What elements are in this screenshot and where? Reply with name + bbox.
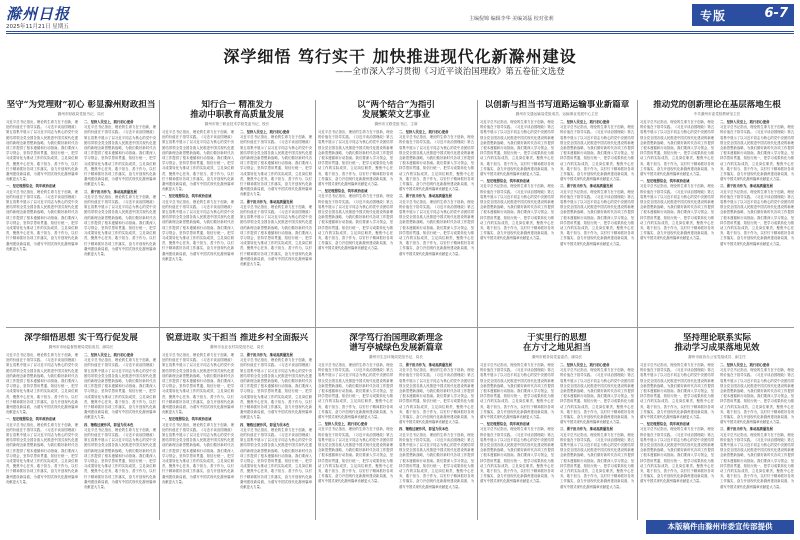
article-title: 深学笃行治国理政新理念 — [349, 333, 443, 343]
article-paragraph: 习近平总书记指出，理论的生命力在于创新，理论的价值在于指导实践。《习近平谈治国理政》第五卷集中展示了以习近平同志为核心的党中央团结带领全党全国各族人民推进中国式现代化建设的新理念新思想新战略，为我们做好新时代各项工作提供了根本遵循和行动指南。我们要深入学习领会，坚持学思用贯通、知信行统一，把学习成果转化为推动工作的实际成效，立足岗位职责，聚焦中心任务，敢于担当、善于作为，以钉钉子精神抓好各项工作落实，奋力开创现代化新滁州建设新局面，为谱写中国式现代化滁州篇章贡献更大力量。 — [84, 358, 156, 420]
article-paragraph: 习近平总书记指出，理论的生命力在于创新，理论的价值在于指导实践。《习近平谈治国理政》第五卷集中展示了以习近平同志为核心的党中央团结带领全党全国各族人民推进中国式现代化建设的新理念新思想新战略，为我们做好新时代各项工作提供了根本遵循和行动指南。我们要深入学习领会，坚持学思用贯通、知信行统一，把学习成果转化为推动工作的实际成效，立足岗位职责，聚焦中心任务，敢于担当、善于作为，以钉钉子精神抓好各项工作落实，奋力开创现代化新滁州建设新局面，为谱写中国式现代化滁州篇章贡献更大力量。 — [84, 427, 156, 490]
section-heading: 三、勇于担当作为，推动高质量发展 — [240, 353, 293, 357]
article-title: 锐意进取 实干担当 推进乡村全面振兴 — [166, 333, 308, 343]
article-paragraph: 习近平总书记指出，理论的生命力在于创新，理论的价值在于指导实践。《习近平谈治国理政》第五卷集中展示了以习近平同志为核心的党中央团结带领全党全国各族人民推进中国式现代化建设的新理念新思想新战略，为我们做好新时代各项工作提供了根本遵循和行动指南。我们要深入学习领会，坚持学思用贯通、知信行统一，把学习成果转化为推动工作的实际成效，立足岗位职责，聚焦中心任务，敢于担当、善于作为，以钉钉子精神抓好各项工作落实，奋力开创现代化新滁州建设新局面，为谱写中国式现代化滁州篇章贡献更大力量。 — [318, 427, 393, 484]
section-heading: 二、坚持人民至上，践行初心使命 — [560, 120, 610, 124]
article-title-line2: 谱写亭城绿色发展新篇章 — [349, 343, 443, 353]
article-paragraph: 习近平总书记指出，理论的生命力在于创新，理论的价值在于指导实践。《习近平谈治国理政》第五卷集中展示了以习近平同志为核心的党中央团结带领全党全国各族人民推进中国式现代化建设的新理念新思想新战略，为我们做好新时代各项工作提供了根本遵循和行动指南。我们要深入学习领会，坚持学思用贯通、知信行统一，把学习成果转化为推动工作的实际成效，立足岗位职责，聚焦中心任务，敢于担当、善于作为，以钉钉子精神抓好各项工作落实，奋力开创现代化新滁州建设新局面，为谱写中国式现代化滁州篇章贡献更大力量。 — [399, 135, 474, 192]
article-byline: 滁州市文联党组书记、主席 — [374, 122, 418, 126]
section-name: 专版 — [700, 9, 727, 23]
article-title: 推动党的创新理论在基层落地生根 — [653, 100, 781, 110]
article-title-line2: 推动中职教育高质量发展 — [190, 110, 284, 120]
article-paragraph: 习近平总书记指出，理论的生命力在于创新，理论的价值在于指导实践。《习近平谈治国理政》第五卷集中展示了以习近平同志为核心的党中央团结带领全党全国各族人民推进中国式现代化建设的新理念新思想新战略，为我们做好新时代各项工作提供了根本遵循和行动指南。我们要深入学习领会，坚持学思用贯通、知信行统一，把学习成果转化为推动工作的实际成效，立足岗位职责，聚焦中心任务，敢于担当、善于作为，以钉钉子精神抓好各项工作落实，奋力开创现代化新滁州建设新局面，为谱写中国式现代化滁州篇章贡献更大力量。 — [240, 135, 312, 197]
article-paragraph: 习近平总书记指出，理论的生命力在于创新，理论的价值在于指导实践。《习近平谈治国理政》第五卷集中展示了以习近平同志为核心的党中央团结带领全党全国各族人民推进中国式现代化建设的新理念新思想新战略，为我们做好新时代各项工作提供了根本遵循和行动指南。我们要深入学习领会，坚持学思用贯通、知信行统一，把学习成果转化为推动工作的实际成效，立足岗位职责，聚焦中心任务，敢于担当、善于作为，以钉钉子精神抓好各项工作落实，奋力开创现代化新滁州建设新局面，为谱写中国式现代化滁州篇章贡献更大力量。 — [640, 363, 714, 420]
article-title: 深学细悟思想 实干笃行促发展 — [24, 333, 138, 343]
article-party-theory — [640, 100, 794, 322]
section-heading: 四、锤炼过硬作风，彰显为民本色 — [84, 422, 134, 427]
article-byline: 滁州市税务局党委委员、副局长 — [531, 355, 583, 359]
article-body — [6, 353, 156, 490]
section-heading: 三、勇于担当作为，推动高质量发展 — [399, 194, 452, 199]
article-paragraph: 习近平总书记指出，理论的生命力在于创新，理论的价值在于指导实践。《习近平谈治国理政》第五卷集中展示了以习近平同志为核心的党中央团结带领全党全国各族人民推进中国式现代化建设的新理念新思想新战略，为我们做好新时代各项工作提供了根本遵循和行动指南。我们要深入学习领会，坚持学思用贯通、知信行统一，把学习成果转化为推动工作的实际成效，立足岗位职责，聚焦中心任务，敢于担当、善于作为，以钉钉子精神抓好各项工作落实，奋力开创现代化新滁州建设新局面，为谱写中国式现代化滁州篇章贡献更大力量。 — [480, 427, 554, 484]
article-title: 以创新与担当书写道路运输事业新篇章 — [484, 100, 630, 110]
article-paragraph: 习近平总书记指出，理论的生命力在于创新，理论的价值在于指导实践。《习近平谈治国理政》第五卷集中展示了以习近平同志为核心的党中央团结带领全党全国各族人民推进中国式现代化建设的新理念新思想新战略，为我们做好新时代各项工作提供了根本遵循和行动指南。我们要深入学习领会，坚持学思用贯通、知信行统一，把学习成果转化为推动工作的实际成效，立足岗位职责，聚焦中心任务，敢于担当、善于作为，以钉钉子精神抓好各项工作落实，奋力开创现代化新滁州建设新局面，为谱写中国式现代化滁州篇章贡献更大力量。 — [720, 189, 794, 246]
article-body — [318, 130, 474, 257]
column-divider — [477, 100, 478, 520]
article-ecology — [318, 333, 474, 533]
source-footer: 本版稿件由滁州市委宣传部提供 — [646, 520, 794, 534]
section-heading: 三、勇于担当作为，推动高质量发展 — [720, 184, 773, 189]
article-paragraph: 习近平总书记指出，理论的生命力在于创新，理论的价值在于指导实践。《习近平谈治国理政》第五卷集中展示了以习近平同志为核心的党中央团结带领全党全国各族人民推进中国式现代化建设的新理念新思想新战略，为我们做好新时代各项工作提供了根本遵循和行动指南。我们要深入学习领会，坚持学思用贯通、知信行统一，把学习成果转化为推动工作的实际成效，立足岗位职责，聚焦中心任务，敢于担当、善于作为，以钉钉子精神抓好各项工作落实，奋力开创现代化新滁州建设新局面，为谱写中国式现代化滁州篇章贡献更大力量。 — [640, 184, 714, 241]
article-paragraph: 习近平总书记指出，理论的生命力在于创新，理论的价值在于指导实践。《习近平谈治国理政》第五卷集中展示了以习近平同志为核心的党中央团结带领全党全国各族人民推进中国式现代化建设的新理念新思想新战略，为我们做好新时代各项工作提供了根本遵循和行动指南。我们要深入学习领会，坚持学思用贯通、知信行统一，把学习成果转化为推动工作的实际成效，立足岗位职责，聚焦中心任务，敢于担当、善于作为，以钉钉子精神抓好各项工作落实，奋力开创现代化新滁州建设新局面，为谱写中国式现代化滁州篇章贡献更大力量。 — [318, 130, 393, 187]
article-title: 坚持理论联系实际 — [682, 333, 751, 343]
section-heading: 一、坚定理想信念，筑牢政治忠诚 — [480, 179, 530, 184]
section-heading: 一、坚定理想信念，筑牢政治忠诚 — [6, 417, 56, 422]
article-paragraph: 习近平总书记指出，理论的生命力在于创新，理论的价值在于指导实践。《习近平谈治国理政》第五卷集中展示了以习近平同志为核心的党中央团结带领全党全国各族人民推进中国式现代化建设的新理念新思想新战略，为我们做好新时代各项工作提供了根本遵循和行动指南。我们要深入学习领会，坚持学思用贯通、知信行统一，把学习成果转化为推动工作的实际成效，立足岗位职责，聚焦中心任务，敢于担当、善于作为，以钉钉子精神抓好各项工作落实，奋力开创现代化新滁州建设新局面，为谱写中国式现代化滁州篇章贡献更大力量。 — [480, 184, 554, 241]
article-title-line2: 发展繁荣文艺事业 — [361, 110, 430, 120]
article-title: 知行合一 精准发力 — [201, 100, 273, 110]
sub-headline: ——全市深入学习贯彻《习近平谈治国理政》第五卷征文选登 — [335, 67, 565, 77]
article-body — [6, 120, 156, 257]
article-byline: 滁州市农业农村局党组书记、局长 — [210, 345, 264, 349]
newspaper-logo: 滁州日报 — [6, 5, 71, 23]
section-heading: 三、勇于担当作为，推动高质量发展 — [84, 189, 137, 194]
article-byline: 滁州市政协办公室党组成员、副主任 — [688, 355, 746, 359]
section-heading: 三、勇于担当作为，推动高质量发展 — [560, 184, 613, 189]
article-finance — [6, 100, 156, 322]
article-paragraph: 习近平总书记指出，理论的生命力在于创新，理论的价值在于指导实践。《习近平谈治国理政》第五卷集中展示了以习近平同志为核心的党中央团结带领全党全国各族人民推进中国式现代化建设的新理念新思想新战略，为我们做好新时代各项工作提供了根本遵循和行动指南。我们要深入学习领会，坚持学思用贯通、知信行统一，把学习成果转化为推动工作的实际成效，立足岗位职责，聚焦中心任务，敢于担当、善于作为，以钉钉子精神抓好各项工作落实，奋力开创现代化新滁州建设新局面，为谱写中国式现代化滁州篇章贡献更大力量。 — [6, 120, 78, 182]
section-heading: 二、坚持人民至上，践行初心使命 — [399, 130, 449, 134]
article-paragraph: 习近平总书记指出，理论的生命力在于创新，理论的价值在于指导实践。《习近平谈治国理政》第五卷集中展示了以习近平同志为核心的党中央团结带领全党全国各族人民推进中国式现代化建设的新理念新思想新战略，为我们做好新时代各项工作提供了根本遵循和行动指南。我们要深入学习领会，坚持学思用贯通、知信行统一，把学习成果转化为推动工作的实际成效，立足岗位职责，聚焦中心任务，敢于担当、善于作为，以钉钉子精神抓好各项工作落实，奋力开创现代化新滁州建设新局面，为谱写中国式现代化滁州篇章贡献更大力量。 — [560, 368, 634, 425]
article-title: 以“两个结合”为指引 — [357, 100, 435, 110]
section-heading: 一、坚定理想信念，筑牢政治忠诚 — [162, 417, 212, 422]
article-paragraph: 习近平总书记指出，理论的生命力在于创新，理论的价值在于指导实践。《习近平谈治国理政》第五卷集中展示了以习近平同志为核心的党中央团结带领全党全国各族人民推进中国式现代化建设的新理念新思想新战略，为我们做好新时代各项工作提供了根本遵循和行动指南。我们要深入学习领会，坚持学思用贯通、知信行统一，把学习成果转化为推动工作的实际成效，立足岗位职责，聚焦中心任务，敢于担当、善于作为，以钉钉子精神抓好各项工作落实，奋力开创现代化新滁州建设新局面，为谱写中国式现代化滁州篇章贡献更大力量。 — [640, 427, 714, 484]
article-paragraph: 习近平总书记指出，理论的生命力在于创新，理论的价值在于指导实践。《习近平谈治国理政》第五卷集中展示了以习近平同志为核心的党中央团结带领全党全国各族人民推进中国式现代化建设的新理念新思想新战略，为我们做好新时代各项工作提供了根本遵循和行动指南。我们要深入学习领会，坚持学思用贯通、知信行统一，把学习成果转化为推动工作的实际成效，立足岗位职责，聚焦中心任务，敢于担当、善于作为，以钉钉子精神抓好各项工作落实，奋力开创现代化新滁州建设新局面，为谱写中国式现代化滁州篇章贡献更大力量。 — [240, 204, 312, 267]
article-transport — [480, 100, 634, 322]
section-heading: 四、锤炼过硬作风，彰显为民本色 — [240, 422, 290, 427]
page-numbers: 6-7 — [764, 6, 788, 21]
section-heading: 二、坚持人民至上，践行初心使命 — [84, 353, 134, 357]
section-heading: 一、坚定理想信念，筑牢政治忠诚 — [6, 184, 56, 189]
article-body — [640, 363, 794, 490]
section-heading: 三、勇于担当作为，推动高质量发展 — [240, 199, 293, 204]
article-paragraph: 习近平总书记指出，理论的生命力在于创新，理论的价值在于指导实践。《习近平谈治国理政》第五卷集中展示了以习近平同志为核心的党中央团结带领全党全国各族人民推进中国式现代化建设的新理念新思想新战略，为我们做好新时代各项工作提供了根本遵循和行动指南。我们要深入学习领会，坚持学思用贯通、知信行统一，把学习成果转化为推动工作的实际成效，立足岗位职责，聚焦中心任务，敢于担当、善于作为，以钉钉子精神抓好各项工作落实，奋力开创现代化新滁州建设新局面，为谱写中国式现代化滁州篇章贡献更大力量。 — [240, 358, 312, 420]
section-heading: 一、坚定理想信念，筑牢政治忠诚 — [162, 194, 212, 199]
article-market-supervision — [6, 333, 156, 533]
article-paragraph: 习近平总书记指出，理论的生命力在于创新，理论的价值在于指导实践。《习近平谈治国理政》第五卷集中展示了以习近平同志为核心的党中央团结带领全党全国各族人民推进中国式现代化建设的新理念新思想新战略，为我们做好新时代各项工作提供了根本遵循和行动指南。我们要深入学习领会，坚持学思用贯通、知信行统一，把学习成果转化为推动工作的实际成效，立足岗位职责，聚焦中心任务，敢于担当、善于作为，以钉钉子精神抓好各项工作落实，奋力开创现代化新滁州建设新局面，为谱写中国式现代化滁州篇章贡献更大力量。 — [6, 353, 78, 415]
article-paragraph: 习近平总书记指出，理论的生命力在于创新，理论的价值在于指导实践。《习近平谈治国理政》第五卷集中展示了以习近平同志为核心的党中央团结带领全党全国各族人民推进中国式现代化建设的新理念新思想新战略，为我们做好新时代各项工作提供了根本遵循和行动指南。我们要深入学习领会，坚持学思用贯通、知信行统一，把学习成果转化为推动工作的实际成效，立足岗位职责，聚焦中心任务，敢于担当、善于作为，以钉钉子精神抓好各项工作落实，奋力开创现代化新滁州建设新局面，为谱写中国式现代化滁州篇章贡献更大力量。 — [162, 422, 234, 484]
article-title: 坚守“为党理财”初心 彰显滁州财政担当 — [6, 100, 156, 110]
article-title-line2: 推动学习成果落地见效 — [674, 343, 760, 353]
article-byline: 滁州市交通运输局党组成员、运输事业发展中心主任 — [515, 112, 599, 116]
article-paragraph: 习近平总书记指出，理论的生命力在于创新，理论的价值在于指导实践。《习近平谈治国理政》第五卷集中展示了以习近平同志为核心的党中央团结带领全党全国各族人民推进中国式现代化建设的新理念新思想新战略，为我们做好新时代各项工作提供了根本遵循和行动指南。我们要深入学习领会，坚持学思用贯通、知信行统一，把学习成果转化为推动工作的实际成效，立足岗位职责，聚焦中心任务，敢于担当、善于作为，以钉钉子精神抓好各项工作落实，奋力开创现代化新滁州建设新局面，为谱写中国式现代化滁州篇章贡献更大力量。 — [318, 363, 393, 420]
main-headline: 深学细悟 笃行实干 加快推进现代化新滁州建设 — [223, 47, 577, 66]
article-paragraph: 习近平总书记指出，理论的生命力在于创新，理论的价值在于指导实践。《习近平谈治国理政》第五卷集中展示了以习近平同志为核心的党中央团结带领全党全国各族人民推进中国式现代化建设的新理念新思想新战略，为我们做好新时代各项工作提供了根本遵循和行动指南。我们要深入学习领会，坚持学思用贯通、知信行统一，把学习成果转化为推动工作的实际成效，立足岗位职责，聚焦中心任务，敢于担当、善于作为，以钉钉子精神抓好各项工作落实，奋力开创现代化新滁州建设新局面，为谱写中国式现代化滁州篇章贡献更大力量。 — [399, 199, 474, 256]
article-byline: 滁州市第三职业技术学校党委书记、校长 — [204, 122, 270, 126]
section-heading: 三、勇于担当作为，推动高质量发展 — [399, 363, 452, 367]
section-heading: 三、勇于担当作为，推动高质量发展 — [720, 427, 773, 432]
column-divider — [159, 100, 160, 520]
article-paragraph: 习近平总书记指出，理论的生命力在于创新，理论的价值在于指导实践。《习近平谈治国理政》第五卷集中展示了以习近平同志为核心的党中央团结带领全党全国各族人民推进中国式现代化建设的新理念新思想新战略，为我们做好新时代各项工作提供了根本遵循和行动指南。我们要深入学习领会，坚持学思用贯通、知信行统一，把学习成果转化为推动工作的实际成效，立足岗位职责，聚焦中心任务，敢于担当、善于作为，以钉钉子精神抓好各项工作落实，奋力开创现代化新滁州建设新局面，为谱写中国式现代化滁州篇章贡献更大力量。 — [720, 368, 794, 425]
section-heading: 二、坚持人民至上，践行初心使命 — [240, 130, 290, 134]
article-title: 于实里行的思想 — [527, 333, 587, 343]
article-rural-revitalization — [162, 333, 312, 533]
article-body — [162, 353, 312, 490]
article-body — [640, 120, 794, 247]
section-heading: 一、坚定理想信念，筑牢政治忠诚 — [640, 422, 690, 427]
section-heading: 二、坚持人民至上，践行初心使命 — [84, 120, 134, 124]
article-paragraph: 习近平总书记指出，理论的生命力在于创新，理论的价值在于指导实践。《习近平谈治国理政》第五卷集中展示了以习近平同志为核心的党中央团结带领全党全国各族人民推进中国式现代化建设的新理念新思想新战略，为我们做好新时代各项工作提供了根本遵循和行动指南。我们要深入学习领会，坚持学思用贯通、知信行统一，把学习成果转化为推动工作的实际成效，立足岗位职责，聚焦中心任务，敢于担当、善于作为，以钉钉子精神抓好各项工作落实，奋力开创现代化新滁州建设新局面，为谱写中国式现代化滁州篇章贡献更大力量。 — [480, 363, 554, 420]
section-heading: 二、坚持人民至上，践行初心使命 — [318, 422, 368, 427]
article-paragraph: 习近平总书记指出，理论的生命力在于创新，理论的价值在于指导实践。《习近平谈治国理政》第五卷集中展示了以习近平同志为核心的党中央团结带领全党全国各族人民推进中国式现代化建设的新理念新思想新战略，为我们做好新时代各项工作提供了根本遵循和行动指南。我们要深入学习领会，坚持学思用贯通、知信行统一，把学习成果转化为推动工作的实际成效，立足岗位职责，聚焦中心任务，敢于担当、善于作为，以钉钉子精神抓好各项工作落实，奋力开创现代化新滁州建设新局面，为谱写中国式现代化滁州篇章贡献更大力量。 — [162, 353, 234, 415]
article-taxation — [480, 333, 634, 533]
article-paragraph: 习近平总书记指出，理论的生命力在于创新，理论的价值在于指导实践。《习近平谈治国理政》第五卷集中展示了以习近平同志为核心的党中央团结带领全党全国各族人民推进中国式现代化建设的新理念新思想新战略，为我们做好新时代各项工作提供了根本遵循和行动指南。我们要深入学习领会，坚持学思用贯通、知信行统一，把学习成果转化为推动工作的实际成效，立足岗位职责，聚焦中心任务，敢于担当、善于作为，以钉钉子精神抓好各项工作落实，奋力开创现代化新滁州建设新局面，为谱写中国式现代化滁州篇章贡献更大力量。 — [720, 432, 794, 489]
masthead — [6, 2, 794, 32]
section-heading: 一、坚定理想信念，筑牢政治忠诚 — [318, 189, 368, 194]
section-heading: 二、坚持人民至上，践行初心使命 — [720, 363, 770, 367]
row-divider — [6, 327, 794, 328]
article-body — [318, 363, 474, 490]
section-banner — [692, 4, 794, 26]
section-heading: 一、坚定理想信念，筑牢政治忠诚 — [480, 422, 530, 427]
article-paragraph: 习近平总书记指出，理论的生命力在于创新，理论的价值在于指导实践。《习近平谈治国理政》第五卷集中展示了以习近平同志为核心的党中央团结带领全党全国各族人民推进中国式现代化建设的新理念新思想新战略，为我们做好新时代各项工作提供了根本遵循和行动指南。我们要深入学习领会，坚持学思用贯通、知信行统一，把学习成果转化为推动工作的实际成效，立足岗位职责，聚焦中心任务，敢于担当、善于作为，以钉钉子精神抓好各项工作落实，奋力开创现代化新滁州建设新局面，为谱写中国式现代化滁州篇章贡献更大力量。 — [640, 120, 714, 177]
article-paragraph: 习近平总书记指出，理论的生命力在于创新，理论的价值在于指导实践。《习近平谈治国理政》第五卷集中展示了以习近平同志为核心的党中央团结带领全党全国各族人民推进中国式现代化建设的新理念新思想新战略，为我们做好新时代各项工作提供了根本遵循和行动指南。我们要深入学习领会，坚持学思用贯通、知信行统一，把学习成果转化为推动工作的实际成效，立足岗位职责，聚焦中心任务，敢于担当、善于作为，以钉钉子精神抓好各项工作落实，奋力开创现代化新滁州建设新局面，为谱写中国式现代化滁州篇章贡献更大力量。 — [560, 189, 634, 246]
article-byline: 滁州市市场监督管理局党组成员、副局长 — [48, 345, 114, 349]
article-paragraph: 习近平总书记指出，理论的生命力在于创新，理论的价值在于指导实践。《习近平谈治国理政》第五卷集中展示了以习近平同志为核心的党中央团结带领全党全国各族人民推进中国式现代化建设的新理念新思想新战略，为我们做好新时代各项工作提供了根本遵循和行动指南。我们要深入学习领会，坚持学思用贯通、知信行统一，把学习成果转化为推动工作的实际成效，立足岗位职责，聚焦中心任务，敢于担当、善于作为，以钉钉子精神抓好各项工作落实，奋力开创现代化新滁州建设新局面，为谱写中国式现代化滁州篇章贡献更大力量。 — [318, 194, 393, 251]
section-heading: 一、坚定理想信念，筑牢政治忠诚 — [640, 179, 690, 184]
article-title-line2: 在方寸之地见担当 — [522, 343, 591, 353]
article-paragraph: 习近平总书记指出，理论的生命力在于创新，理论的价值在于指导实践。《习近平谈治国理政》第五卷集中展示了以习近平同志为核心的党中央团结带领全党全国各族人民推进中国式现代化建设的新理念新思想新战略，为我们做好新时代各项工作提供了根本遵循和行动指南。我们要深入学习领会，坚持学思用贯通、知信行统一，把学习成果转化为推动工作的实际成效，立足岗位职责，聚焦中心任务，敢于担当、善于作为，以钉钉子精神抓好各项工作落实，奋力开创现代化新滁州建设新局面，为谱写中国式现代化滁州篇章贡献更大力量。 — [560, 432, 634, 489]
article-body — [480, 120, 634, 247]
article-paragraph: 习近平总书记指出，理论的生命力在于创新，理论的价值在于指导实践。《习近平谈治国理政》第五卷集中展示了以习近平同志为核心的党中央团结带领全党全国各族人民推进中国式现代化建设的新理念新思想新战略，为我们做好新时代各项工作提供了根本遵循和行动指南。我们要深入学习领会，坚持学思用贯通、知信行统一，把学习成果转化为推动工作的实际成效，立足岗位职责，聚焦中心任务，敢于担当、善于作为，以钉钉子精神抓好各项工作落实，奋力开创现代化新滁州建设新局面，为谱写中国式现代化滁州篇章贡献更大力量。 — [84, 194, 156, 257]
column-divider — [637, 100, 638, 520]
article-paragraph: 习近平总书记指出，理论的生命力在于创新，理论的价值在于指导实践。《习近平谈治国理政》第五卷集中展示了以习近平同志为核心的党中央团结带领全党全国各族人民推进中国式现代化建设的新理念新思想新战略，为我们做好新时代各项工作提供了根本遵循和行动指南。我们要深入学习领会，坚持学思用贯通、知信行统一，把学习成果转化为推动工作的实际成效，立足岗位职责，聚焦中心任务，敢于担当、善于作为，以钉钉子精神抓好各项工作落实，奋力开创现代化新滁州建设新局面，为谱写中国式现代化滁州篇章贡献更大力量。 — [162, 130, 234, 192]
article-vocational-education — [162, 100, 312, 322]
article-byline: 滁州市财政局党组书记、局长 — [57, 112, 105, 116]
section-heading: 二、坚持人民至上，践行初心使命 — [720, 120, 770, 124]
article-paragraph: 习近平总书记指出，理论的生命力在于创新，理论的价值在于指导实践。《习近平谈治国理政》第五卷集中展示了以习近平同志为核心的党中央团结带领全党全国各族人民推进中国式现代化建设的新理念新思想新战略，为我们做好新时代各项工作提供了根本遵循和行动指南。我们要深入学习领会，坚持学思用贯通、知信行统一，把学习成果转化为推动工作的实际成效，立足岗位职责，聚焦中心任务，敢于担当、善于作为，以钉钉子精神抓好各项工作落实，奋力开创现代化新滁州建设新局面，为谱写中国式现代化滁州篇章贡献更大力量。 — [162, 199, 234, 261]
article-paragraph: 习近平总书记指出，理论的生命力在于创新，理论的价值在于指导实践。《习近平谈治国理政》第五卷集中展示了以习近平同志为核心的党中央团结带领全党全国各族人民推进中国式现代化建设的新理念新思想新战略，为我们做好新时代各项工作提供了根本遵循和行动指南。我们要深入学习领会，坚持学思用贯通、知信行统一，把学习成果转化为推动工作的实际成效，立足岗位职责，聚焦中心任务，敢于担当、善于作为，以钉钉子精神抓好各项工作落实，奋力开创现代化新滁州建设新局面，为谱写中国式现代化滁州篇章贡献更大力量。 — [240, 427, 312, 490]
article-body — [162, 130, 312, 267]
section-heading: 三、勇于担当作为，推动高质量发展 — [560, 427, 613, 432]
article-paragraph: 习近平总书记指出，理论的生命力在于创新，理论的价值在于指导实践。《习近平谈治国理政》第五卷集中展示了以习近平同志为核心的党中央团结带领全党全国各族人民推进中国式现代化建设的新理念新思想新战略，为我们做好新时代各项工作提供了根本遵循和行动指南。我们要深入学习领会，坚持学思用贯通、知信行统一，把学习成果转化为推动工作的实际成效，立足岗位职责，聚焦中心任务，敢于担当、善于作为，以钉钉子精神抓好各项工作落实，奋力开创现代化新滁州建设新局面，为谱写中国式现代化滁州篇章贡献更大力量。 — [399, 368, 474, 425]
article-body — [480, 363, 634, 490]
article-paragraph: 习近平总书记指出，理论的生命力在于创新，理论的价值在于指导实践。《习近平谈治国理政》第五卷集中展示了以习近平同志为核心的党中央团结带领全党全国各族人民推进中国式现代化建设的新理念新思想新战略，为我们做好新时代各项工作提供了根本遵循和行动指南。我们要深入学习领会，坚持学思用贯通、知信行统一，把学习成果转化为推动工作的实际成效，立足岗位职责，聚焦中心任务，敢于担当、善于作为，以钉钉子精神抓好各项工作落实，奋力开创现代化新滁州建设新局面，为谱写中国式现代化滁州篇章贡献更大力量。 — [6, 189, 78, 251]
article-paragraph: 习近平总书记指出，理论的生命力在于创新，理论的价值在于指导实践。《习近平谈治国理政》第五卷集中展示了以习近平同志为核心的党中央团结带领全党全国各族人民推进中国式现代化建设的新理念新思想新战略，为我们做好新时代各项工作提供了根本遵循和行动指南。我们要深入学习领会，坚持学思用贯通、知信行统一，把学习成果转化为推动工作的实际成效，立足岗位职责，聚焦中心任务，敢于担当、善于作为，以钉钉子精神抓好各项工作落实，奋力开创现代化新滁州建设新局面，为谱写中国式现代化滁州篇章贡献更大力量。 — [84, 125, 156, 187]
article-paragraph: 习近平总书记指出，理论的生命力在于创新，理论的价值在于指导实践。《习近平谈治国理政》第五卷集中展示了以习近平同志为核心的党中央团结带领全党全国各族人民推进中国式现代化建设的新理念新思想新战略，为我们做好新时代各项工作提供了根本遵循和行动指南。我们要深入学习领会，坚持学思用贯通、知信行统一，把学习成果转化为推动工作的实际成效，立足岗位职责，聚焦中心任务，敢于担当、善于作为，以钉钉子精神抓好各项工作落实，奋力开创现代化新滁州建设新局面，为谱写中国式现代化滁州篇章贡献更大力量。 — [480, 120, 554, 177]
article-paragraph: 习近平总书记指出，理论的生命力在于创新，理论的价值在于指导实践。《习近平谈治国理政》第五卷集中展示了以习近平同志为核心的党中央团结带领全党全国各族人民推进中国式现代化建设的新理念新思想新战略，为我们做好新时代各项工作提供了根本遵循和行动指南。我们要深入学习领会，坚持学思用贯通、知信行统一，把学习成果转化为推动工作的实际成效，立足岗位职责，聚焦中心任务，敢于担当、善于作为，以钉钉子精神抓好各项工作落实，奋力开创现代化新滁州建设新局面，为谱写中国式现代化滁州篇章贡献更大力量。 — [560, 125, 634, 182]
section-heading: 四、锤炼过硬作风，彰显为民本色 — [399, 427, 449, 432]
editor-credits: 主编倪锦 编辑李华 美编刘磊 校对张莉 — [469, 16, 554, 22]
article-cppcc — [640, 333, 794, 517]
article-byline: 滁州市生态环境局党组书记、局长 — [369, 355, 423, 359]
article-paragraph: 习近平总书记指出，理论的生命力在于创新，理论的价值在于指导实践。《习近平谈治国理政》第五卷集中展示了以习近平同志为核心的党中央团结带领全党全国各族人民推进中国式现代化建设的新理念新思想新战略，为我们做好新时代各项工作提供了根本遵循和行动指南。我们要深入学习领会，坚持学思用贯通、知信行统一，把学习成果转化为推动工作的实际成效，立足岗位职责，聚焦中心任务，敢于担当、善于作为，以钉钉子精神抓好各项工作落实，奋力开创现代化新滁州建设新局面，为谱写中国式现代化滁州篇章贡献更大力量。 — [399, 432, 474, 489]
section-heading: 二、坚持人民至上，践行初心使命 — [560, 363, 610, 367]
header-rule — [6, 31, 794, 32]
issue-date: 2025年11月21日 星期五 — [6, 24, 69, 30]
article-paragraph: 习近平总书记指出，理论的生命力在于创新，理论的价值在于指导实践。《习近平谈治国理政》第五卷集中展示了以习近平同志为核心的党中央团结带领全党全国各族人民推进中国式现代化建设的新理念新思想新战略，为我们做好新时代各项工作提供了根本遵循和行动指南。我们要深入学习领会，坚持学思用贯通、知信行统一，把学习成果转化为推动工作的实际成效，立足岗位职责，聚焦中心任务，敢于担当、善于作为，以钉钉子精神抓好各项工作落实，奋力开创现代化新滁州建设新局面，为谱写中国式现代化滁州篇章贡献更大力量。 — [720, 125, 794, 182]
article-arts — [318, 100, 474, 322]
article-paragraph: 习近平总书记指出，理论的生命力在于创新，理论的价值在于指导实践。《习近平谈治国理政》第五卷集中展示了以习近平同志为核心的党中央团结带领全党全国各族人民推进中国式现代化建设的新理念新思想新战略，为我们做好新时代各项工作提供了根本遵循和行动指南。我们要深入学习领会，坚持学思用贯通、知信行统一，把学习成果转化为推动工作的实际成效，立足岗位职责，聚焦中心任务，敢于担当、善于作为，以钉钉子精神抓好各项工作落实，奋力开创现代化新滁州建设新局面，为谱写中国式现代化滁州篇章贡献更大力量。 — [6, 422, 78, 484]
article-byline: 中共滁州市委党校教研室主任 — [693, 112, 741, 116]
column-divider — [315, 100, 316, 520]
header-rule-thin — [6, 33, 794, 34]
